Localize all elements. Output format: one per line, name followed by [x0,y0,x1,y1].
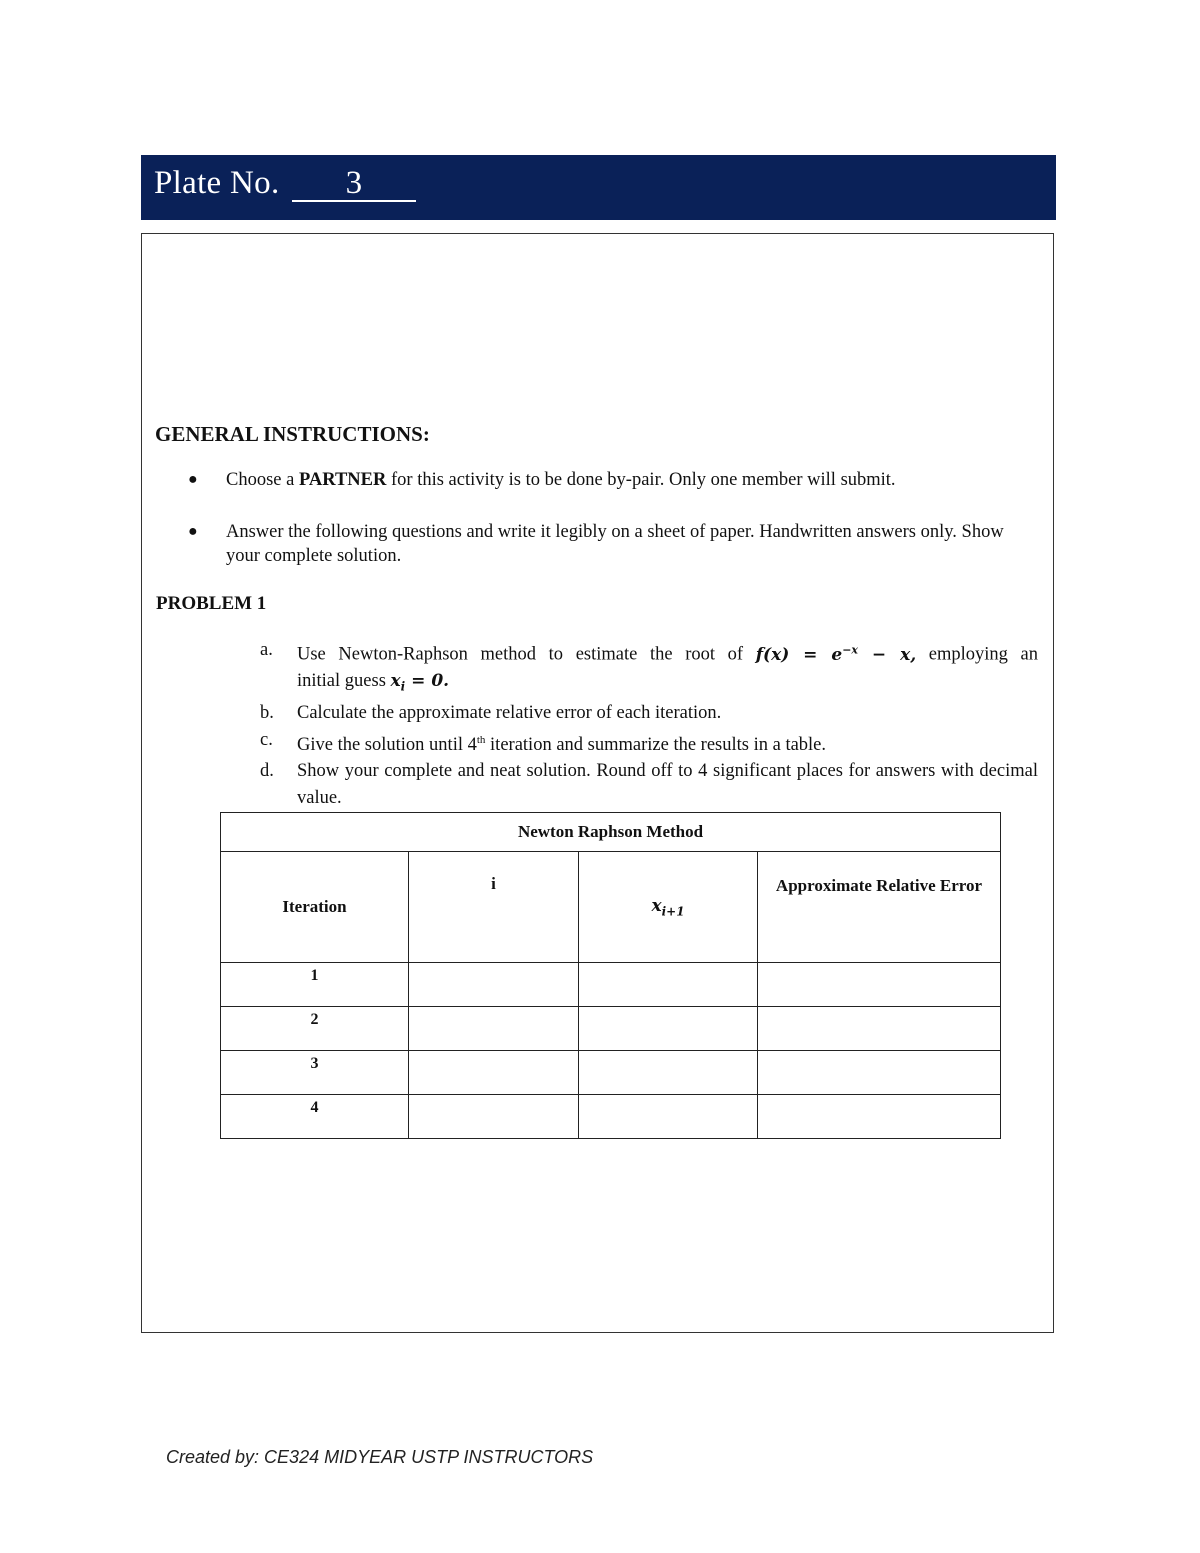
header-i: i [409,852,579,963]
bullet-icon: ● [188,523,198,540]
empty-cell[interactable] [579,1051,758,1095]
plate-header [141,155,1056,220]
item-marker: a. [260,640,273,660]
plate-label: Plate No. [154,165,280,201]
empty-cell[interactable] [409,1095,579,1139]
plate-number: 3 [292,166,416,202]
general-instructions-heading: GENERAL INSTRUCTIONS: [155,422,430,446]
iteration-cell: 4 [221,1095,409,1139]
item-marker: d. [260,761,274,782]
iteration-cell: 2 [221,1007,409,1051]
empty-cell[interactable] [758,1095,1001,1139]
header-x-next: $x_{i+1}$ [579,852,758,963]
equation: $f(x) = e^{-x} - x$, [755,643,917,665]
problem-item-a [260,637,1038,700]
empty-cell[interactable] [758,963,1001,1007]
instruction-text: Answer the following questions and write it legibly on a sheet of paper. Handwritten answers only. Show your complete solution. [226,522,1004,566]
empty-cell[interactable] [579,963,758,1007]
item-text-line [297,668,1038,700]
initial-guess-equation: $x_i = 0$. [390,671,450,694]
item-marker: c. [260,729,273,750]
iteration-cell: 1 [221,963,409,1007]
plate-title [154,165,416,202]
empty-cell[interactable] [758,1007,1001,1051]
table-row [221,1095,1001,1139]
instruction-item-partner [188,468,1041,492]
table-title: Newton Raphson Method [221,813,1001,852]
instruction-emphasis: PARTNER [298,470,387,490]
problem-item-c [260,727,1038,759]
item-text-line [297,637,1038,668]
empty-cell[interactable] [409,1007,579,1051]
problem-item-b [260,700,1038,727]
instruction-item-answer [188,520,1041,568]
empty-cell[interactable] [409,963,579,1007]
item-marker: b. [260,703,274,724]
item-text: initial guess [297,671,386,692]
table-row [221,1007,1001,1051]
problem-items [260,637,1038,811]
item-text: Use Newton-Raphson method to estimate the root of [297,644,744,665]
table-row [221,963,1001,1007]
item-text: iteration and summarize the results in a table. [485,734,827,755]
bullet-icon: ● [188,471,198,488]
item-text: employing an [928,644,1039,665]
header-iteration: Iteration [221,852,409,963]
results-table [220,812,1001,1139]
problem-heading: PROBLEM 1 [156,593,267,614]
footer-credit: Created by: CE324 MIDYEAR USTP INSTRUCTORS [166,1447,594,1467]
table-row [221,1051,1001,1095]
newton-raphson-table [220,812,1000,1139]
empty-cell[interactable] [758,1051,1001,1095]
instruction-text: for this activity is to be done by-pair. Only one member will submit. [386,470,896,490]
problem-item-d [260,758,1038,811]
empty-cell[interactable] [579,1007,758,1051]
empty-cell[interactable] [409,1051,579,1095]
item-text: Give the solution until 4 [297,734,477,755]
instruction-text: Choose a [226,470,299,490]
empty-cell[interactable] [579,1095,758,1139]
header-approx-relative-error: Approximate Relative Error [758,852,1001,963]
iteration-cell: 3 [221,1051,409,1095]
ordinal-suffix: th [476,733,486,746]
item-text: Calculate the approximate relative error of each iteration. [297,703,722,724]
item-text: Show your complete and neat solution. Round off to 4 significant places for answers with decimal value. [297,761,1038,808]
